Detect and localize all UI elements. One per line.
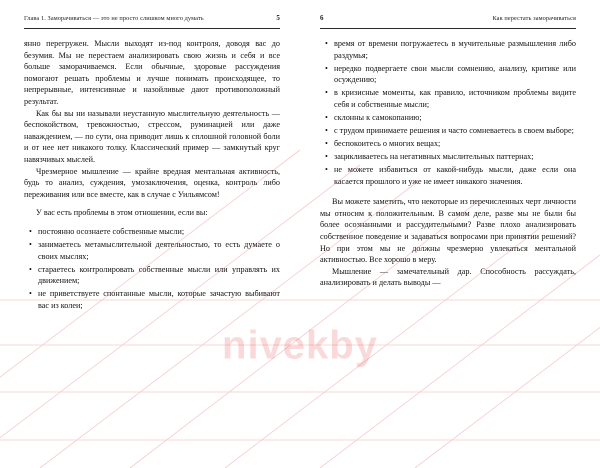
list-item: • время от времени погружаетесь в мучительные размышления либо раздумья; xyxy=(334,38,576,61)
right-running-head xyxy=(320,14,576,26)
right-body-text xyxy=(320,38,576,289)
left-running-head-text: Глава 1. Заморачиваться — это не просто слишком много думать xyxy=(24,15,204,22)
left-bullet-list xyxy=(24,226,280,312)
paragraph: У вас есть проблемы в этом отношении, если вы: xyxy=(36,208,208,218)
list-item: • не можете избавиться от какой-нибудь мысли, даже если она касается прошлого и уже не имеет никакого значения. xyxy=(334,164,576,187)
list-item: • стараетесь контролировать собственные мысли или управлять их движением; xyxy=(38,264,280,287)
paragraph: Чрезмерное мышление — крайне вредная ментальная активность, будь то анализ, суждения, умозаключения, оценка, контроль либо переживания или все вместе, как в случае с Уильямсом! xyxy=(24,166,280,199)
list-spacer xyxy=(24,219,280,226)
list-item: • с трудом принимаете решения и часто сомневаетесь в своем выборе; xyxy=(334,125,576,137)
left-body-text xyxy=(24,38,280,312)
list-item: • в кризисные моменты, как правило, источником проблемы видите себя и собственные мысли; xyxy=(334,87,576,110)
list-item: • постоянно осознаете собственные мысли; xyxy=(38,226,280,238)
list-item: • беспокоитесь о многих вещах; xyxy=(334,138,576,150)
right-header-rule xyxy=(320,28,576,29)
right-page xyxy=(300,0,600,468)
paragraph: Вы можете заметить, что некоторые из перечисленных черт личности мы относим к положительным. В самом деле, разве мы не были бы более осознанными и рассудительными? Разве плохо анализировать собственное поведение и задаваться вопросами при принятии решений? Но при этом мы не должны чрезмерно увлекаться ментальной активностью. Все хорошо в меру. xyxy=(320,197,576,265)
list-item: • занимаетесь метамыслительной деятельностью, то есть думаете о своих мыслях; xyxy=(38,239,280,262)
right-running-head-text: Как перестать заморачиваться xyxy=(492,15,576,22)
right-bullet-list xyxy=(320,38,576,188)
list-item: • не приветствуете спонтанные мысли, которые зачастую выбивают вас из колеи; xyxy=(38,288,280,311)
left-page-number: 5 xyxy=(276,14,280,22)
right-page-number: 6 xyxy=(320,14,324,22)
list-item: • склонны к самокопанию; xyxy=(334,112,576,124)
watermark-text: nivekby xyxy=(222,323,378,368)
list-item: • зацикливаетесь на негативных мыслительных паттернах; xyxy=(334,151,576,163)
paragraph: янно перегружен. Мысли выходят из-под контроля, доводя вас до безумия. Мы не перестаем анализировать свою жизнь и себя и все больше заморачиваемся. Если обычные, здоровые рассуждения помогают решать проблемы и лучше понимать происходящее, то непрерывные, интенсивные и назойливые дают противоположный результат. xyxy=(24,39,280,106)
paragraph: Мышление — замечательный дар. Способность рассуждать, анализировать и делать выводы — xyxy=(320,266,576,288)
list-spacer xyxy=(320,189,576,196)
list-item: • нередко подвергаете свои мысли сомнению, анализу, критике или осуждению; xyxy=(334,63,576,86)
paragraph: Как бы вы ни называли неустанную мыслительную деятельность — беспокойством, тревожностью, стрессом, руминацией или даже наваждением, — по сути, она приводит лишь к сплошной головной боли и от нее нет никакого толку. Классический пример — замкнутый круг навязчивых мыслей. xyxy=(24,108,280,164)
left-running-head xyxy=(24,14,280,26)
left-header-rule xyxy=(24,28,280,29)
paragraph-spacer xyxy=(24,200,280,207)
